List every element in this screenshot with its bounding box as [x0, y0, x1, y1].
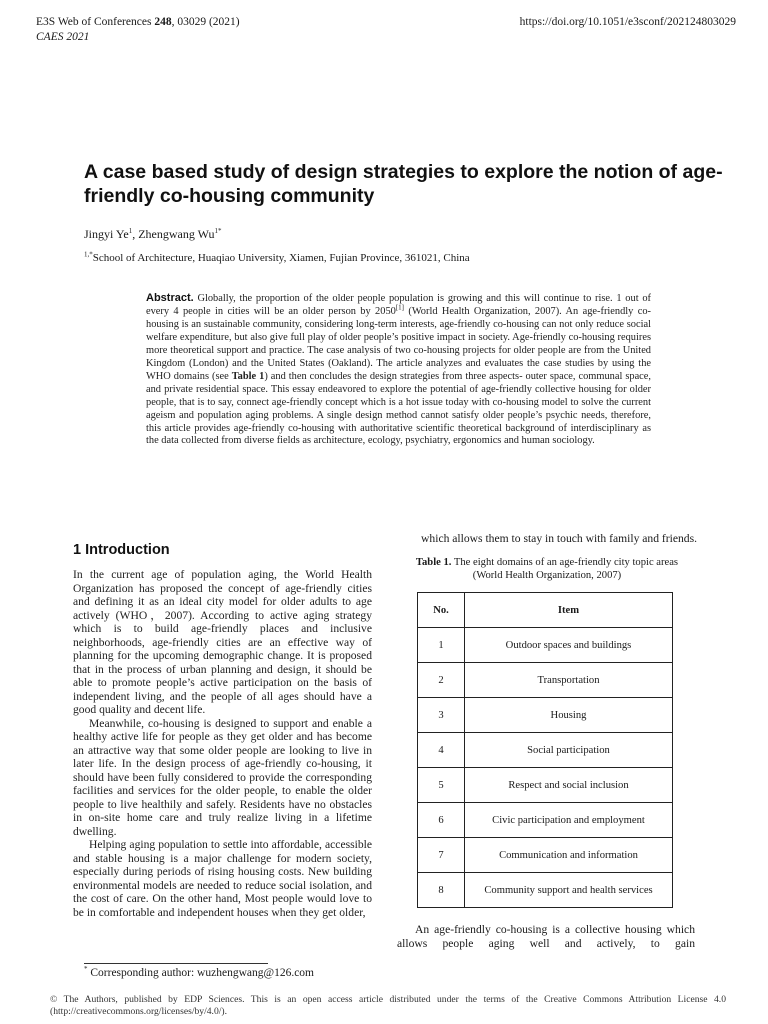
row-item: Civic participation and employment	[465, 803, 673, 838]
author-name: Zhengwang Wu	[138, 227, 215, 241]
journal-volume: 248	[154, 16, 172, 28]
paragraph: An age-friendly co-housing is a collective housing which allows people aging well and actively, to gain	[397, 923, 695, 950]
table-reference[interactable]: Table 1	[231, 370, 265, 382]
row-number: 3	[418, 698, 465, 733]
table-row	[418, 733, 673, 768]
doi-link[interactable]: https://doi.org/10.1051/e3sconf/202124803029	[519, 16, 736, 28]
row-number: 7	[418, 838, 465, 873]
row-item: Communication and information	[465, 838, 673, 873]
row-item: Community support and health services	[465, 873, 673, 908]
table-row	[418, 628, 673, 663]
abstract-label: Abstract.	[146, 292, 194, 304]
row-item: Housing	[465, 698, 673, 733]
column-header: No.	[418, 593, 465, 628]
footnote-divider	[84, 963, 268, 964]
table-header-row	[418, 593, 673, 628]
running-header-journal: E3S Web of Conferences 248, 03029 (2021)	[36, 16, 240, 28]
author-name: Jingyi Ye	[84, 227, 129, 241]
affiliation: $^{1,*}$School of Architecture, Huaqiao University, Xiamen, Fujian Province, 361021, China	[84, 250, 470, 264]
row-number: 1	[418, 628, 465, 663]
section-heading: 1 Introduction	[73, 542, 170, 558]
license-notice: © The Authors, published by EDP Sciences. This is an open access article distributed under the terms of the Creative Commons Attribution License 4.0 (http://creativecommons.org/licenses/by/4.0/).	[50, 994, 726, 1017]
conference-name: CAES 2021	[36, 31, 90, 43]
table-row	[418, 768, 673, 803]
abstract: Abstract. Globally, the proportion of the older people population is growing and this will continue to rise. 1 out of every 4 people in cities will be an older person by 2050[1] (World Health Organization, 2007). An age-friendly co-housing is an sustainable community, considering long-term interests, age-friendly co-housing can not only reduce social welfare expenditure, but also give full play of older people’s positive impact in society. Age-friendly co-housing requires more theoretical support and practice. The case analysis of two co-housing projects for older people are from the United Kingdom (London) and the United States (Oakland). The article analyzes and evaluates the case studies by using the WHO domains (see Table 1) and then concludes the design strategies from three aspects- outer space, communal space, and private residential space. This essay endeavored to explore the potential of age-friendly collective housing for older people, that is to say, connect age-friendly concept which is a hot issue today with co-housing model to solve the current ageism and population aging problems. A single design method cannot satisfy older people’s psychic needs, therefore, this article provides age-friendly co-housing with authoritative scientific theoretical background of interdisciplinary as the data collected from diverse fields as architecture, ecology, psychiatry, ergonomics and human sociology.	[146, 292, 652, 447]
author-list: Jingyi Ye$^1$, Zhengwang $Wu^{1*}$	[84, 227, 222, 241]
footnote: * Corresponding author: wuzhengwang@126.com	[84, 965, 314, 979]
paragraph-continuation: which allows them to stay in touch with family and friends.	[421, 532, 697, 545]
row-item: Outdoor spaces and buildings	[465, 628, 673, 663]
row-number: 8	[418, 873, 465, 908]
table-row	[418, 698, 673, 733]
body-left-column	[73, 568, 372, 919]
row-number: 2	[418, 663, 465, 698]
row-number: 5	[418, 768, 465, 803]
table-row	[418, 663, 673, 698]
table-row	[418, 873, 673, 908]
row-item: Social participation	[465, 733, 673, 768]
table-caption: Table 1. The eight domains of an age-friendly city topic areas (World Health Organization, 2007)	[415, 557, 679, 581]
column-header: Item	[465, 593, 673, 628]
row-number: 4	[418, 733, 465, 768]
row-item: Respect and social inclusion	[465, 768, 673, 803]
row-item: Transportation	[465, 663, 673, 698]
domains-table	[417, 592, 673, 908]
paragraph: In the current age of population aging, the World Health Organization has proposed the concept of age-friendly cities and defining it as an ideal city model for older adults to age actively (WHO，2007). According to active aging strategy which is to build age-friendly places and inclusive neighborhoods, age-friendly cities are an effective way of planning for the upcoming demographic change. It is proposed that in the process of urban planning and design, it should be able to promote people’s active participation on the basis of independent living, and the people of all ages should have a good quality and decent life.	[73, 568, 372, 716]
paragraph: Meanwhile, co-housing is designed to support and enable a healthy active life for people as they get older and has become an attractive way that some older people are looking to live in later life. In the design process of age-friendly co-housing, it should have been fully considered to provide the corresponding facilities and services for the older people, to enable the older people to live healthily and safely. Residents have no obstacles in on-site home care and truly realize living in a lifetime dwelling.	[73, 716, 372, 838]
paragraph: Helping aging population to settle into affordable, accessible and stable housing is a major challenge for modern society, especially during periods of rising housing costs. New building environmental models are needed to reduce social isolation, and the cost of care. On the other hand, Most people would love to be in comfortable and independent houses when they get older,	[73, 838, 372, 919]
table-row	[418, 803, 673, 838]
citation-ref[interactable]: [1]	[395, 303, 405, 312]
table-row	[418, 838, 673, 873]
paper-title: A case based study of design strategies to explore the notion of age-friendly co-housing community	[84, 161, 723, 207]
row-number: 6	[418, 803, 465, 838]
